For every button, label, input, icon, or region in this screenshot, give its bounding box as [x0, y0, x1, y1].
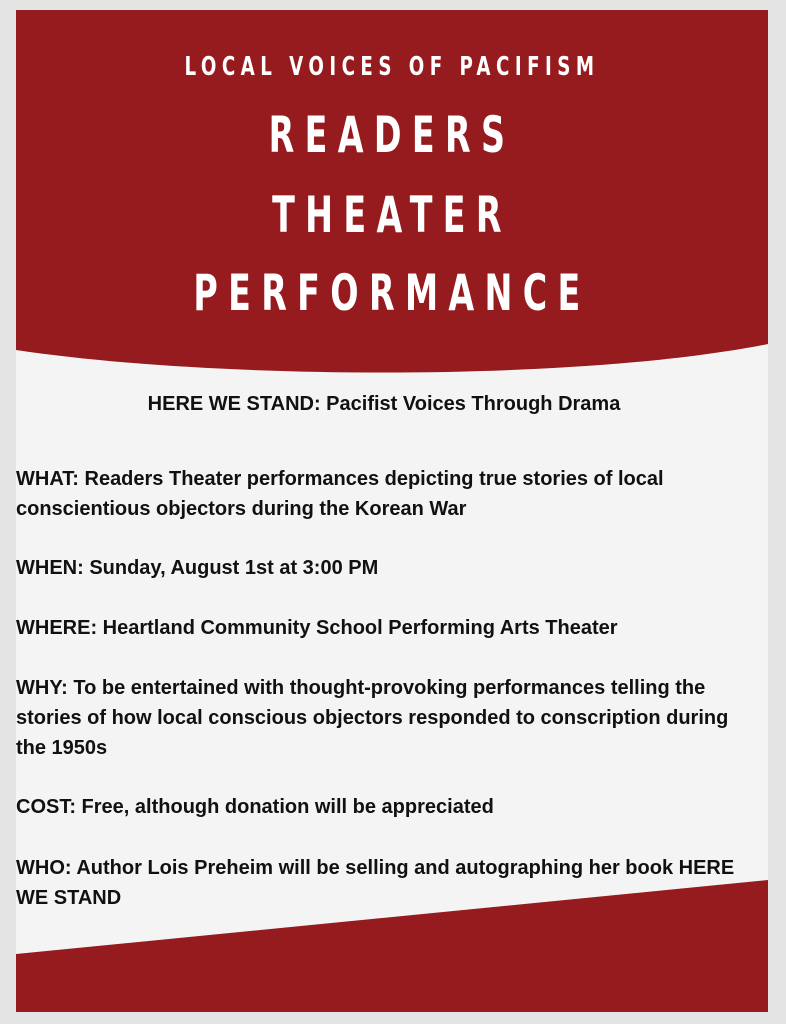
title-line-3: PERFORMANCE — [193, 264, 591, 322]
flyer-page — [16, 10, 768, 1012]
why-paragraph: WHY: To be entertained with thought-provoking performances telling the stories of how local conscious objectors responded to conscription during the 1950s — [16, 677, 729, 759]
title-line-1: READERS — [268, 106, 516, 164]
who-paragraph: WHO: Author Lois Preheim will be selling and autographing her book HERE WE STAND — [16, 857, 735, 909]
cost-paragraph: COST: Free, although donation will be appreciated — [16, 796, 494, 818]
where-paragraph: WHERE: Heartland Community School Performing Arts Theater — [16, 617, 618, 639]
what-paragraph: WHAT: Readers Theater performances depicting true stories of local conscientious objectors during the Korean War — [16, 468, 664, 520]
event-subtitle: HERE WE STAND: Pacifist Voices Through Drama — [147, 393, 621, 415]
when-paragraph: WHEN: Sunday, August 1st at 3:00 PM — [16, 557, 379, 579]
title-line-2: THEATER — [272, 186, 512, 244]
kicker-text: LOCAL VOICES OF PACIFISM — [184, 52, 600, 82]
